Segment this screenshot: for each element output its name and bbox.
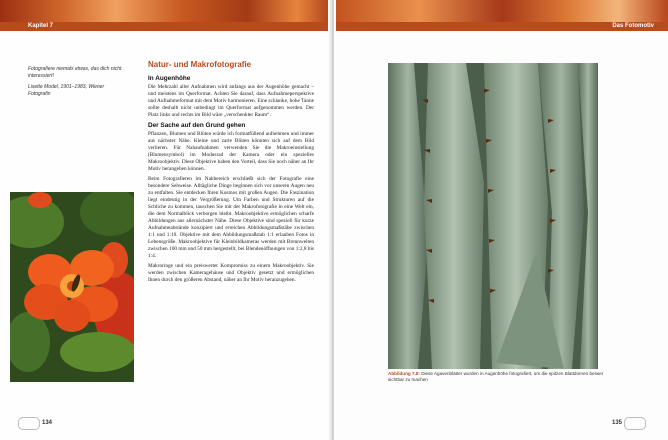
article-column xyxy=(148,60,314,287)
right-chapter-label: Das Fotomotiv xyxy=(612,23,654,29)
camera-icon xyxy=(18,417,40,430)
nasturtium-photo xyxy=(10,192,134,382)
left-chapter-label: Kapitel 7 xyxy=(28,23,54,29)
figure-caption xyxy=(388,371,608,383)
agave-photo xyxy=(388,63,598,369)
margin-quote xyxy=(28,66,128,98)
quote-author: Lisette Model, 1901–1983, Wiener Fotografin xyxy=(28,84,105,97)
camera-icon xyxy=(624,417,646,430)
paragraph: Die Mehrzahl aller Aufnahmen wird anfangs aus der Augenhöhe gemacht – und meistens im Querformat. Achten Sie darauf, dass Aufnahmeperspektive und Aufnahmeformat mit dem Motiv harmonieren. Eine schlanke, hohe Tanne sollte deshalb nicht unbedingt im Querformat aufgenommen werden. Der Platz links und rechts im Bild wäre „verschenkter Raum“. xyxy=(148,84,314,118)
left-header-image xyxy=(0,0,330,22)
left-page-number: 134 xyxy=(42,420,53,426)
quote-text: Fotografiere niemals etwas, das dich nicht interessiert! xyxy=(28,66,122,79)
caption-text: Diese Agavenblätter wurden in Augenhöhe fotografiert, um die spitzen Blattdornen besser sichtbar zu machen xyxy=(388,371,604,382)
caption-lead: Abbildung 7.8: xyxy=(388,371,420,376)
subheading-grund: Der Sache auf den Grund gehen xyxy=(148,122,246,129)
right-header-image xyxy=(336,0,668,22)
paragraph: Pflanzen, Blumen und Blüten würde ich formatfüllend aufnehmen und immer aus nächster Nähe. Kleine und zarte Blüten könnten sich auf dem Bild verlieren. Für Nahaufnahmen verwenden Sie die Makroeinstellung (Blumensymbol) im Modusrad der Kamera oder ein spezielles Makroobjektiv. Diese Objektive haben den Vorteil, dass Sie noch näher an Ihr Motiv herangehen können. xyxy=(148,131,314,172)
paragraph: Beim Fotografieren im Nahbereich erschließt sich der Fotografie eine besondere Sehweise. Alltägliche Dinge beginnen sich vor unseren Augen neu zu entfalten. Sie entdecken Ihren Kosmos mit großen Augen. Die Faszination liegt eindeutig in der Vergrößerung. Um Farben und Strukturen auf die Schliche zu kommen, tauschen Sie mit der Makrofotografie in eine Welt ein, die dem Normalblick verborgen bleibt. Makroobjektive ermöglichen scharfe Abbildungen aus allernächster Nähe. Diese Objektive sind speziell für kurze Aufnahmeabstände konzipiert und erreichen Abbildungsmaßstäbe zwischen 1:1 und 1:10. Objektive mit dem Abbildungsmaßstab 1:1 erlauben Fotos in Lebensgröße. Makroobjektive für Kleinbildkameras werden mit Brennweiten zwischen 100 mm und 50 mm hergestellt, bei Blendenöffnungen von 1:2,8 bis 1:4. xyxy=(148,176,314,259)
right-page-number: 135 xyxy=(612,420,623,426)
section-title: Natur- und Makrofotografie xyxy=(148,60,252,69)
paragraph: Makroringe und ein preiswerter Kompromiss zu einem Makroobjektiv. Sie werden zwischen Kameragehäuse und Objektiv gesetzt und ermöglichen Ihnen durch den größeren Abstand, näher an Ihr Motiv heranzugehen. xyxy=(148,263,314,283)
subheading-augenhoehe: In Augenhöhe xyxy=(148,75,191,82)
